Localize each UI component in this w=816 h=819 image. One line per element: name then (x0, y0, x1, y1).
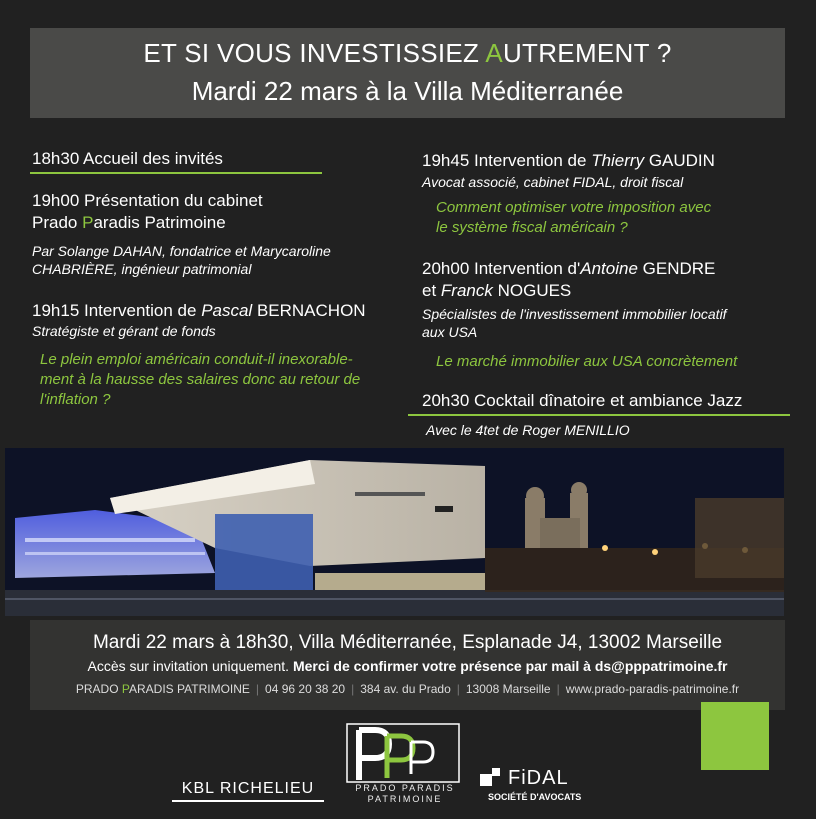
divider-right (408, 414, 790, 416)
event-bernachon: 19h15 Intervention de Pascal BERNACHON (32, 301, 366, 320)
event-gaudin-question: Comment optimiser votre imposition avec le système fiscal américain ? (436, 199, 712, 236)
phone[interactable]: 04 96 20 38 20 (265, 682, 346, 696)
night-scene-image (5, 448, 784, 616)
event-date-location: Mardi 22 mars à 18h30, Villa Méditerranée, Esplanade J4, 13002 Marseille (92, 632, 723, 653)
website-link[interactable]: www.prado-paradis-patrimoine.fr (565, 682, 740, 696)
event-gaudin-role: Avocat associé, cabinet FIDAL, droit fiscal (422, 174, 684, 190)
headline: ET SI VOUS INVESTISSIEZ AUTREMENT ? (143, 38, 672, 68)
rsvp-email[interactable]: Merci de confirmer votre présence par mail à ds@pppatrimoine.fr (292, 658, 728, 674)
event-presentation-speakers: Par Solange DAHAN, fondatrice et Marycaroline CHABRIÈRE, ingénieur patrimonial (32, 243, 331, 277)
event-bernachon-role: Stratégiste et gérant de fonds (32, 323, 216, 339)
event-gendre-role: Spécialistes de l'investissement immobilier locatif aux USA (422, 306, 727, 340)
rsvp-note: Accès sur invitation uniquement. Merci de confirmer votre présence par mail à ds@pppatrimoine.fr (87, 658, 728, 674)
footer-info (30, 620, 785, 710)
contact-line: PRADO PARADIS PATRIMOINE | 04 96 20 38 20 | 384 av. du Prado | 13008 Marseille | www.prado-paradis-patrimoine.fr (75, 682, 740, 696)
fidal-logo: FiDAL SOCIÉTÉ D'AVOCATS (480, 767, 600, 802)
event-gendre-question: Le marché immobilier aux USA concrètement (436, 353, 738, 370)
prado-paradis-logo-text: PRADO PARADIS PATRIMOINE (355, 783, 455, 804)
divider-left (30, 172, 322, 174)
accent-square (701, 702, 769, 770)
kbl-richelieu-logo: KBL RICHELIEU (172, 780, 324, 802)
fidal-square-icon (480, 768, 502, 790)
title-banner (30, 28, 785, 118)
subheadline: Mardi 22 mars à la Villa Méditerranée (191, 76, 624, 106)
event-gendre-nogues: 20h00 Intervention d'Antoine GENDRE et Franck NOGUES (422, 259, 716, 300)
event-cocktail-band: Avec le 4tet de Roger MENILLIO (426, 422, 630, 438)
event-presentation: 19h00 Présentation du cabinet Prado Paradis Patrimoine (32, 191, 263, 232)
villa-mediterranee-photo (5, 448, 784, 616)
event-bernachon-question: Le plein emploi américain conduit-il inexorable- ment à la hausse des salaires donc au retour de l'inflation ? (40, 351, 361, 408)
event-gaudin: 19h45 Intervention de Thierry GAUDIN (422, 151, 715, 170)
event-cocktail: 20h30 Cocktail dînatoire et ambiance Jazz (422, 391, 743, 410)
event-welcome: 18h30 Accueil des invités (32, 149, 223, 168)
